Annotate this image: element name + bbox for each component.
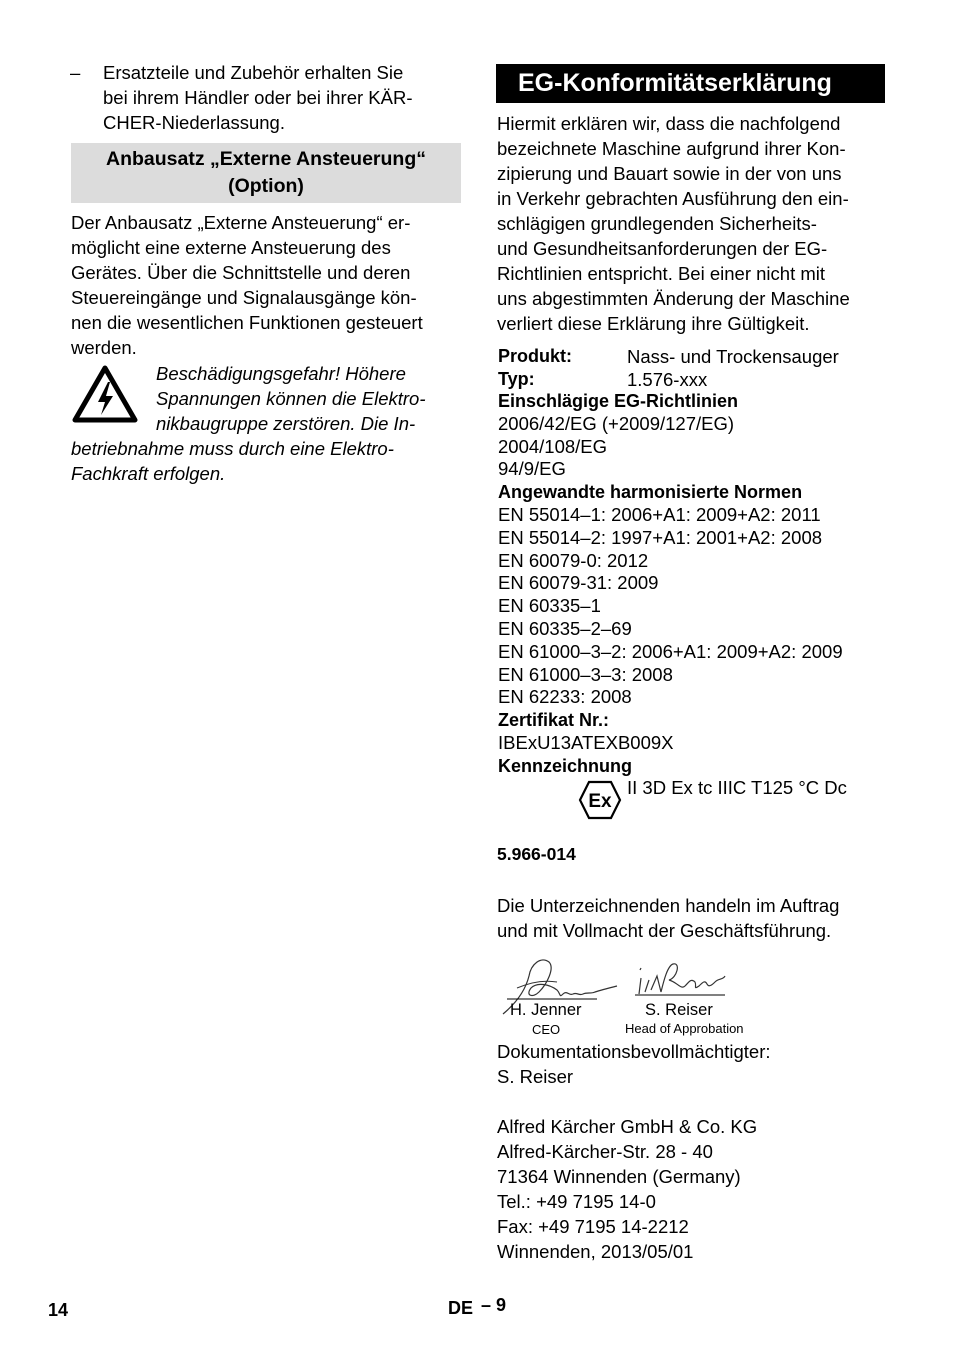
standard-item: EN 61000–3–2: 2006+A1: 2009+A2: 2009 bbox=[498, 640, 843, 662]
intro-paragraph bbox=[71, 210, 463, 360]
warning-line: Spannungen können die Elektro- bbox=[156, 388, 426, 409]
bullet-line: bei ihrem Händler oder bei ihrer KÄR- bbox=[103, 87, 413, 108]
warning-line: Fachkraft erfolgen. bbox=[71, 463, 226, 484]
document-number: 5.966-014 bbox=[497, 844, 576, 864]
paragraph-line: Der Anbausatz „Externe Ansteuerung“ er- bbox=[71, 212, 411, 233]
warning-line: nikbaugruppe zerstören. Die In- bbox=[156, 413, 416, 434]
address-line: Alfred Kärcher GmbH & Co. KG bbox=[497, 1116, 758, 1137]
marking-value: II 3D Ex tc IIIC T125 °C Dc bbox=[627, 777, 847, 798]
paragraph-line: Die Unterzeichnenden handeln im Auftrag bbox=[497, 895, 840, 916]
bullet-line: CHER-Niederlassung. bbox=[103, 112, 285, 133]
standards-heading: Angewandte harmonisierte Normen bbox=[498, 482, 803, 503]
type-value: 1.576-xxx bbox=[627, 369, 708, 390]
directives-heading: Einschlägige EG-Richtlinien bbox=[498, 391, 739, 411]
address-line: Tel.: +49 7195 14-0 bbox=[497, 1191, 656, 1212]
page-number: 14 bbox=[48, 1300, 69, 1320]
paragraph-line: möglicht eine externe Ansteuerung des bbox=[71, 237, 391, 258]
standard-item: EN 62233: 2008 bbox=[498, 686, 632, 708]
paragraph-line: Dokumentationsbevollmächtigter: bbox=[497, 1041, 771, 1062]
signature-area bbox=[497, 952, 757, 1042]
standard-item: EN 60079-0: 2012 bbox=[498, 549, 649, 571]
standard-item: EN 55014–2: 1997+A1: 2001+A2: 2008 bbox=[498, 526, 823, 548]
section-heading bbox=[71, 143, 461, 203]
section-page-number: – 9 bbox=[481, 1295, 507, 1315]
signatory-name: H. Jenner bbox=[510, 1001, 582, 1019]
specifications-block bbox=[498, 390, 843, 778]
signature-reiser bbox=[633, 956, 733, 1006]
address-line: Alfred-Kärcher-Str. 28 - 40 bbox=[497, 1141, 713, 1162]
marking-heading: Kennzeichnung bbox=[498, 755, 632, 776]
paragraph-line: in Verkehr gebrachten Ausführung den ein- bbox=[497, 188, 849, 209]
paragraph-line: werden. bbox=[71, 337, 137, 358]
paragraph-line: zipierung und Bauart sowie in der von uns bbox=[497, 163, 842, 184]
address-line: Winnenden, 2013/05/01 bbox=[497, 1241, 694, 1262]
standard-item: EN 60335–1 bbox=[498, 595, 601, 617]
paragraph-line: uns abgestimmten Änderung der Maschine bbox=[497, 288, 850, 309]
standard-item: EN 60335–2–69 bbox=[498, 617, 632, 639]
standard-item: EN 55014–1: 2006+A1: 2009+A2: 2011 bbox=[498, 503, 821, 525]
certificate-heading: Zertifikat Nr.: bbox=[498, 710, 610, 731]
paragraph-line: Hiermit erklären wir, dass die nachfolgend bbox=[497, 113, 841, 134]
company-address bbox=[497, 1114, 897, 1264]
language-code: DE bbox=[448, 1298, 474, 1318]
product-value: Nass- und Trockensauger bbox=[627, 346, 839, 367]
section-page-label bbox=[448, 1295, 507, 1319]
section-heading-line: (Option) bbox=[228, 175, 304, 197]
signatories-paragraph bbox=[497, 893, 897, 943]
bullet-text bbox=[103, 60, 463, 135]
paragraph-line: Gerätes. Über die Schnittstelle und deren bbox=[71, 262, 411, 283]
paragraph-line: verliert diese Erklärung ihre Gültigkeit. bbox=[497, 313, 810, 334]
warning-text bbox=[156, 361, 466, 436]
svg-text:Ex: Ex bbox=[588, 791, 612, 812]
standard-item: EN 61000–3–3: 2008 bbox=[498, 663, 673, 685]
directive-item: 2004/108/EG bbox=[498, 435, 608, 457]
signatory-role: Head of Approbation bbox=[625, 1021, 744, 1036]
standard-item: EN 60079-31: 2009 bbox=[498, 572, 659, 594]
paragraph-line: Richtlinien entspricht. Bei einer nicht mit bbox=[497, 263, 826, 284]
address-line: 71364 Winnenden (Germany) bbox=[497, 1166, 741, 1187]
certificate-value: IBExU13ATEXB009X bbox=[498, 731, 674, 753]
ex-atex-icon bbox=[578, 780, 622, 820]
signatory-name: S. Reiser bbox=[645, 1001, 713, 1019]
paragraph-line: schlägigen grundlegenden Sicherheits- bbox=[497, 213, 817, 234]
signatory-role: CEO bbox=[532, 1022, 561, 1037]
warning-line: betriebnahme muss durch eine Elektro- bbox=[71, 438, 394, 459]
type-label: Typ: bbox=[498, 369, 535, 389]
paragraph-line: bezeichnete Maschine aufgrund ihrer Kon- bbox=[497, 138, 846, 159]
bullet-marker: – bbox=[70, 62, 81, 83]
directive-item: 94/9/EG bbox=[498, 458, 566, 480]
directive-item: 2006/42/EG (+2009/127/EG) bbox=[498, 412, 735, 434]
paragraph-line: und Gesundheitsanforderungen der EG- bbox=[497, 238, 828, 259]
section-heading-line: Anbausatz „Externe Ansteuerung“ bbox=[106, 148, 426, 170]
bullet-line: Ersatzteile und Zubehör erhalten Sie bbox=[103, 62, 404, 83]
warning-line: Beschädigungsgefahr! Höhere bbox=[156, 363, 406, 384]
warning-text-continued bbox=[71, 436, 463, 486]
product-label: Produkt: bbox=[498, 346, 572, 366]
paragraph-line: S. Reiser bbox=[497, 1066, 574, 1087]
paragraph-line: nen die wesentlichen Funktionen gesteuert bbox=[71, 312, 423, 333]
documentation-representative bbox=[497, 1039, 897, 1089]
address-line: Fax: +49 7195 14-2212 bbox=[497, 1216, 689, 1237]
paragraph-line: und mit Vollmacht der Geschäftsführung. bbox=[497, 920, 832, 941]
declaration-title: EG-Konformitätserklärung bbox=[496, 64, 885, 103]
declaration-paragraph bbox=[497, 111, 889, 336]
paragraph-line: Steuereingänge und Signalausgänge kön- bbox=[71, 287, 417, 308]
high-voltage-warning-icon bbox=[72, 365, 138, 423]
